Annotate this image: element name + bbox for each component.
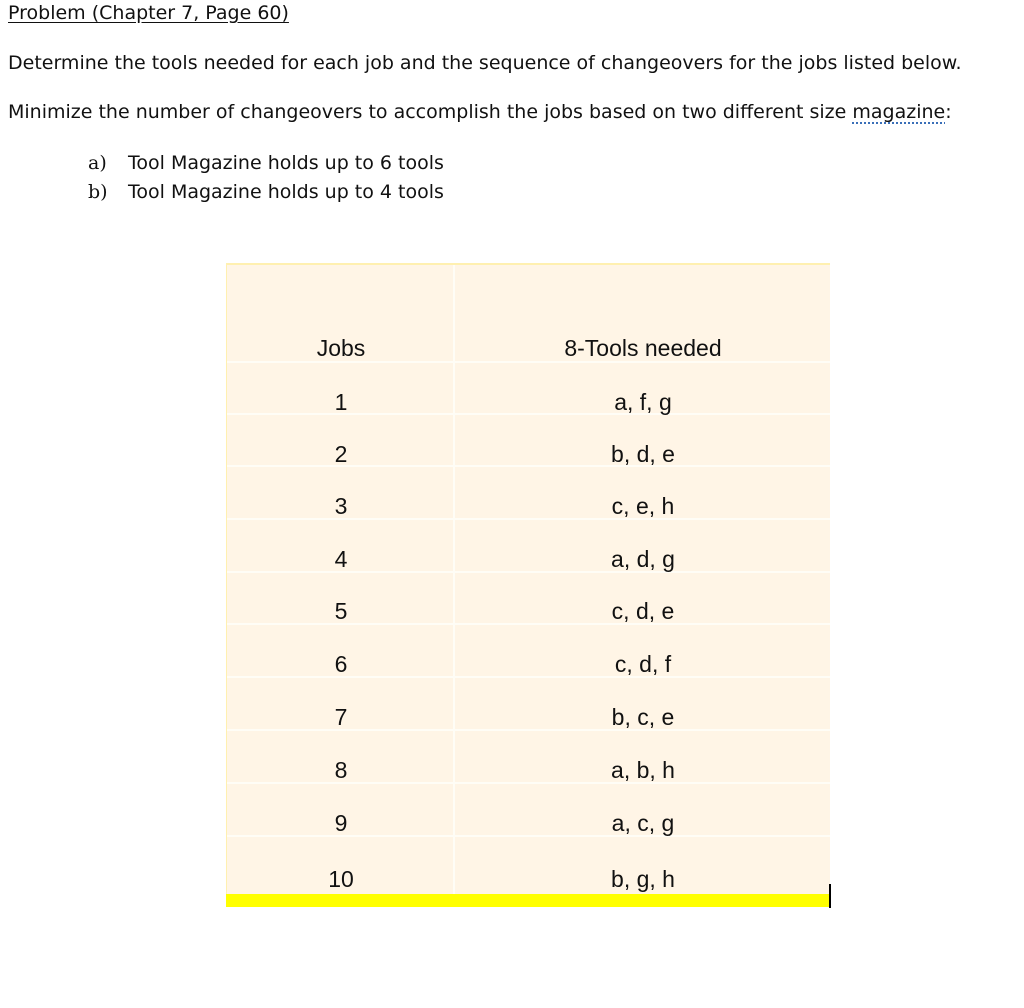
tools-cell: c, d, e [611, 598, 675, 624]
header-tools: 8-Tools needed [564, 335, 722, 361]
tools-cell: a, c, g [611, 810, 675, 836]
job-cell: 4 [334, 546, 348, 572]
job-cell: 7 [334, 704, 348, 730]
table-edge-marker [829, 884, 831, 908]
job-cell: 8 [334, 757, 348, 783]
magazine-word: magazine [852, 101, 946, 123]
minimize-paragraph [8, 101, 952, 123]
job-cell: 10 [328, 866, 354, 892]
option-a-text: Tool Magazine holds up to 6 tools [128, 152, 444, 174]
job-cell: 1 [334, 389, 348, 415]
job-cell: 2 [334, 441, 348, 467]
option-b-marker: b) [88, 181, 108, 203]
job-cell: 3 [334, 493, 348, 519]
job-cell: 5 [334, 598, 348, 624]
minimize-lead-text: Minimize the number of changeovers to accomplish the jobs based on two different size [8, 101, 853, 123]
minimize-trail-text: : [945, 101, 952, 123]
tools-cell: a, d, g [611, 546, 675, 572]
job-cell: 9 [334, 810, 348, 836]
jobs-tools-table [226, 263, 830, 894]
tools-cell: c, d, f [614, 651, 672, 677]
option-a [88, 152, 444, 174]
option-b-text: Tool Magazine holds up to 4 tools [128, 181, 444, 203]
tools-cell: b, g, h [611, 866, 675, 892]
header-jobs: Jobs [316, 335, 366, 361]
tools-cell: b, d, e [611, 441, 675, 467]
yellow-highlight-bar [226, 894, 830, 907]
job-cell: 6 [334, 651, 348, 677]
tools-cell: a, f, g [614, 389, 672, 415]
tools-cell: a, b, h [611, 757, 675, 783]
instruction-paragraph: Determine the tools needed for each job and the sequence of changeovers for the jobs listed below. [8, 52, 962, 74]
tools-cell: c, e, h [611, 493, 675, 519]
problem-title: Problem (Chapter 7, Page 60) [8, 2, 289, 24]
option-a-marker: a) [88, 152, 107, 174]
option-b [88, 181, 444, 203]
tools-cell: b, c, e [611, 704, 675, 730]
